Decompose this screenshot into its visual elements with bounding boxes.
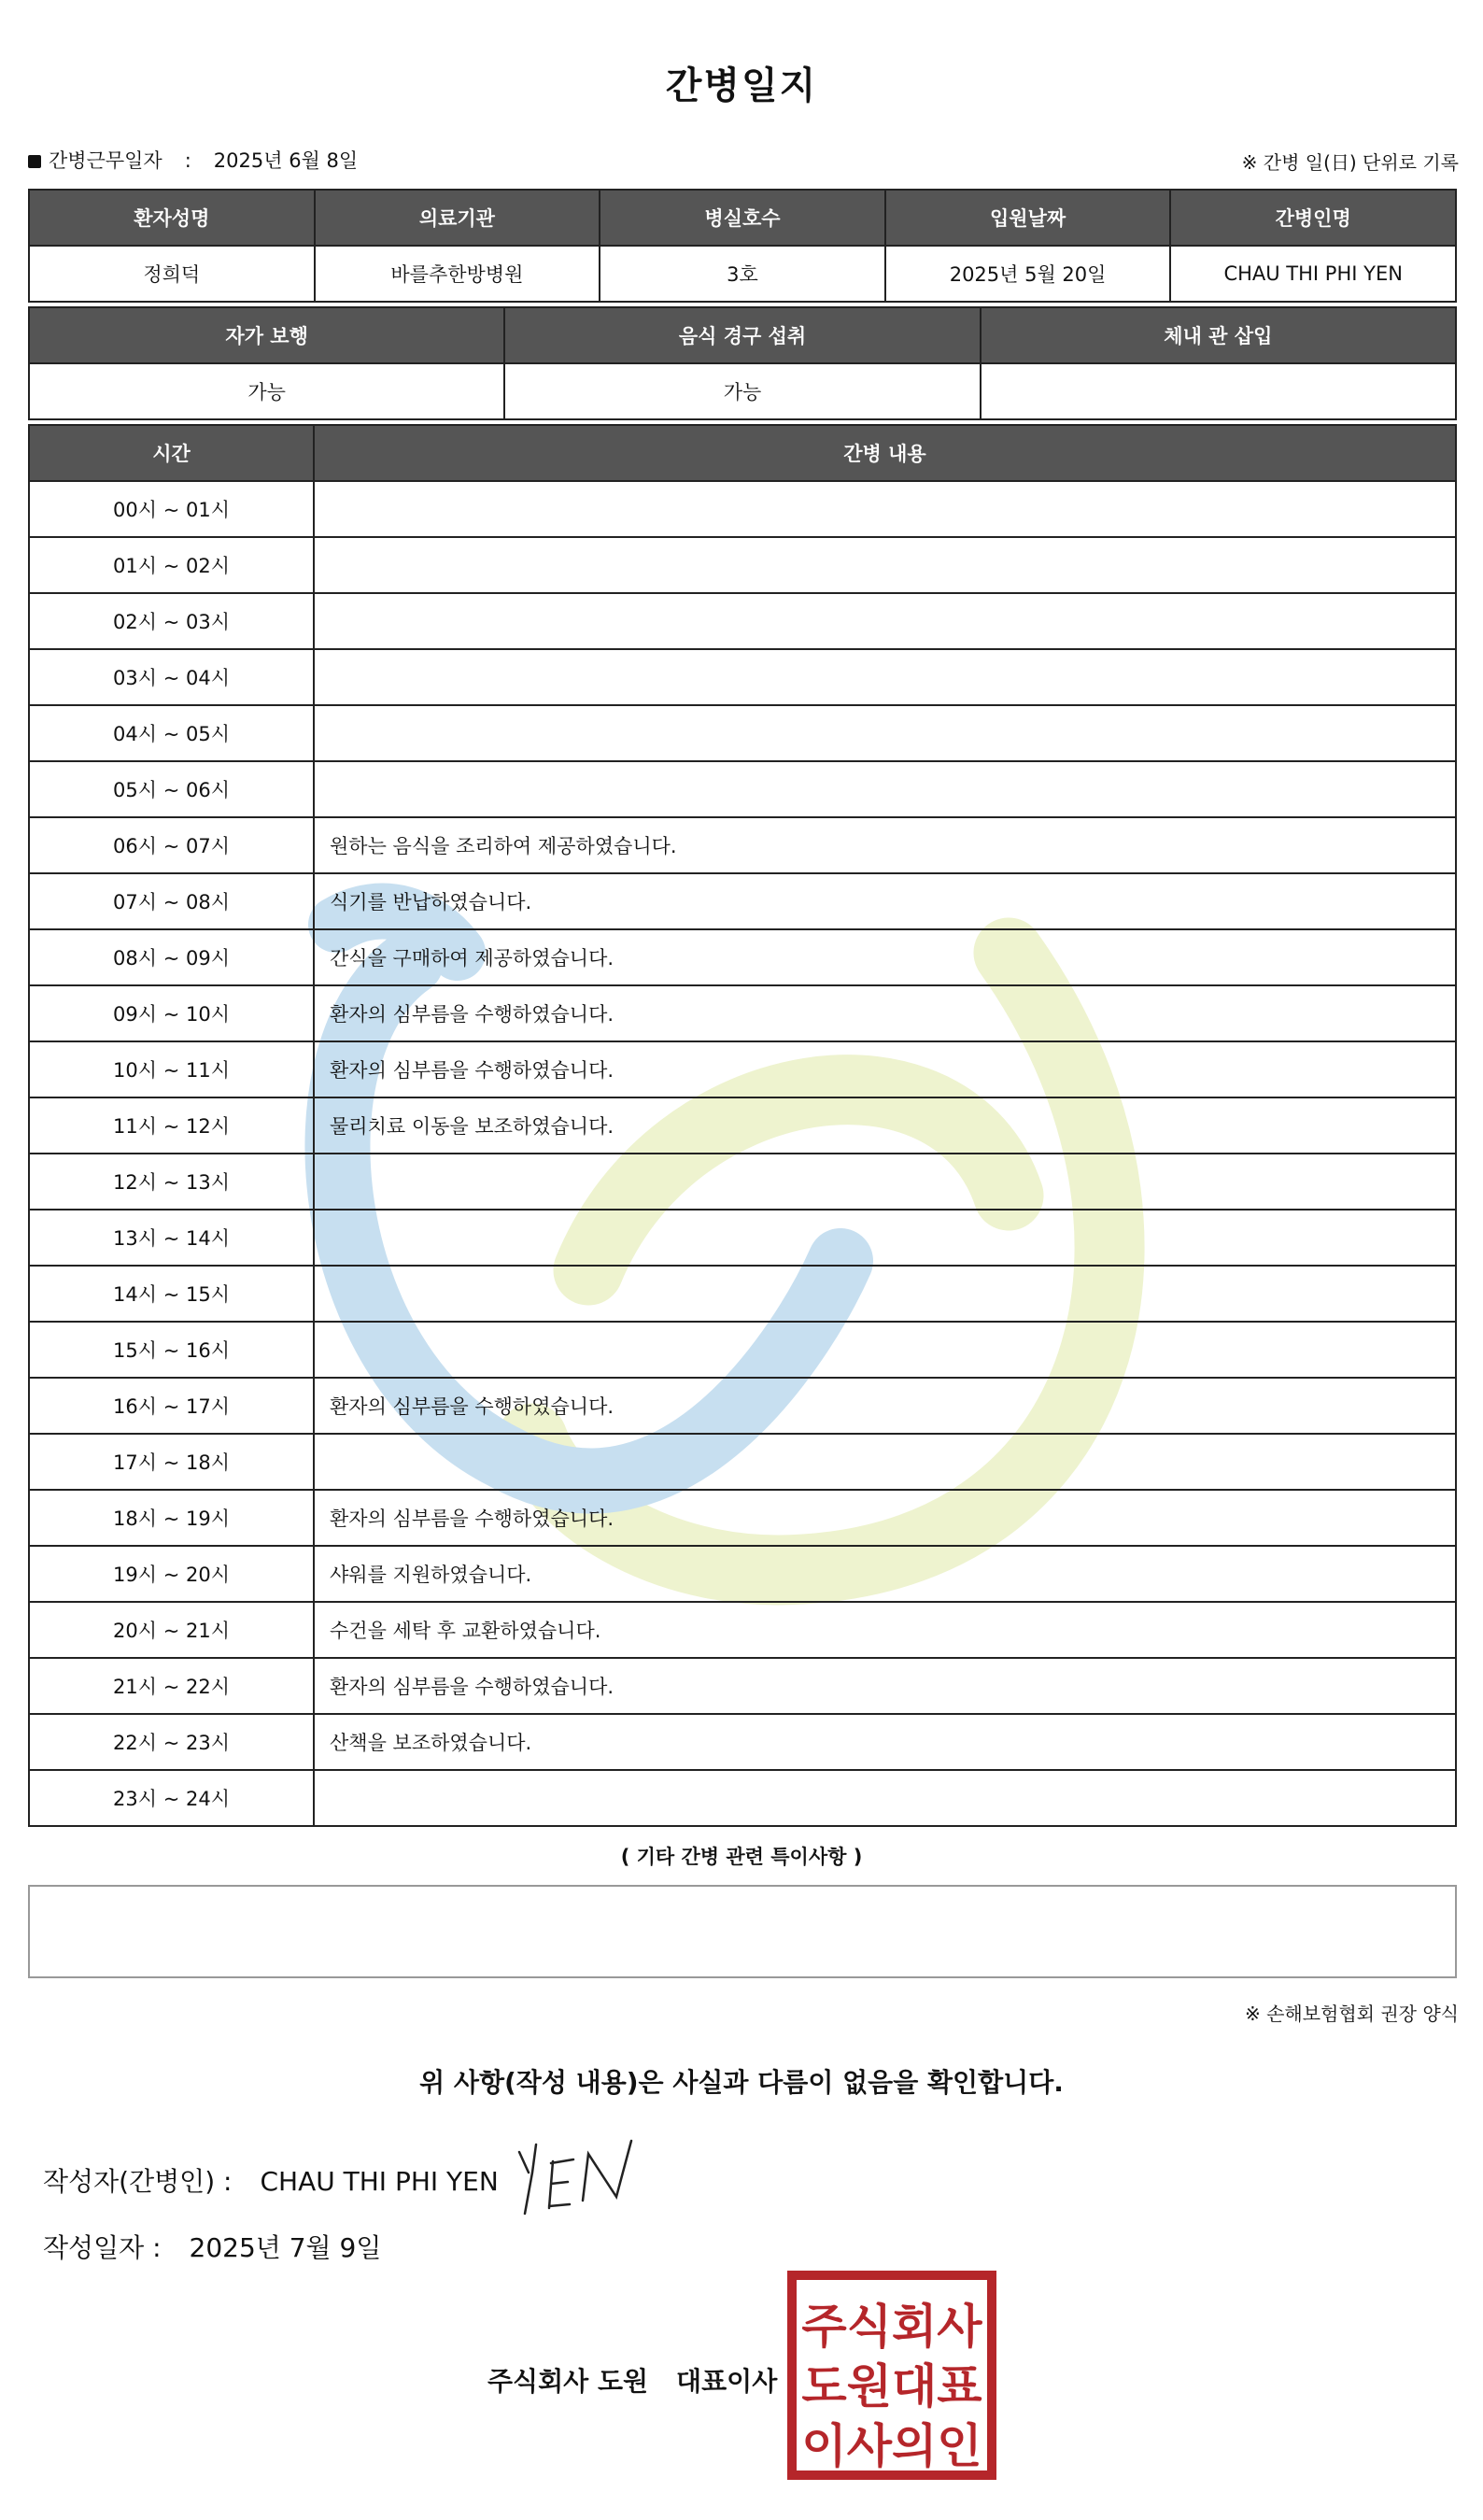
special-notes-box [28, 1885, 1457, 1978]
table-row [29, 1546, 1456, 1602]
self-walking-value: 가능 [29, 363, 504, 419]
time-slot: 22시 ~ 23시 [29, 1714, 314, 1770]
care-content: 환자의 심부름을 수행하였습니다. [314, 985, 1456, 1041]
work-date-value: 2025년 6월 8일 [213, 149, 359, 172]
time-slot: 17시 ~ 18시 [29, 1434, 314, 1490]
table-row [29, 873, 1456, 929]
caregiver-name: CHAU THI PHI YEN [1170, 246, 1456, 302]
header-patient-name: 환자성명 [29, 190, 315, 246]
company-line [487, 2361, 777, 2399]
time-slot: 12시 ~ 13시 [29, 1154, 314, 1210]
table-row [29, 1490, 1456, 1546]
header-room: 병실호수 [600, 190, 885, 246]
table-row [29, 593, 1456, 649]
care-content [314, 705, 1456, 761]
recommend-note: ※ 손해보험협회 권장 양식 [1244, 2003, 1459, 2025]
care-content: 원하는 음식을 조리하여 제공하였습니다. [314, 817, 1456, 873]
time-slot: 02시 ~ 03시 [29, 593, 314, 649]
table-row [29, 1041, 1456, 1097]
time-slot: 00시 ~ 01시 [29, 481, 314, 537]
care-content: 수건을 세탁 후 교환하였습니다. [314, 1602, 1456, 1658]
written-date-line [43, 2228, 381, 2265]
header-care-content: 간병 내용 [314, 425, 1456, 481]
confirmation-text: 위 사항(작성 내용)은 사실과 다름이 없음을 확인합니다. [419, 2067, 1064, 2098]
written-date-label: 작성일자 : [43, 2232, 162, 2263]
time-slot: 06시 ~ 07시 [29, 817, 314, 873]
header-tube-insertion: 체내 관 삽입 [981, 307, 1456, 363]
patient-info-table [28, 189, 1457, 303]
care-content: 물리치료 이동을 보조하였습니다. [314, 1097, 1456, 1154]
time-slot: 23시 ~ 24시 [29, 1770, 314, 1826]
time-slot: 14시 ~ 15시 [29, 1266, 314, 1322]
care-content [314, 1154, 1456, 1210]
care-content: 환자의 심부름을 수행하였습니다. [314, 1378, 1456, 1434]
care-content [314, 761, 1456, 817]
table-row [29, 1210, 1456, 1266]
care-content [314, 481, 1456, 537]
patient-status-table [28, 306, 1457, 420]
time-slot: 01시 ~ 02시 [29, 537, 314, 593]
time-slot: 07시 ~ 08시 [29, 873, 314, 929]
writer-name: CHAU THI PHI YEN [260, 2166, 499, 2197]
unit-note: ※ 간병 일(日) 단위로 기록 [1241, 151, 1459, 174]
care-content [314, 1210, 1456, 1266]
page-title: 간병일지 [665, 64, 818, 107]
care-content [314, 1434, 1456, 1490]
seal-line-3: 이사의인 [801, 2419, 982, 2473]
header-hospital: 의료기관 [315, 190, 600, 246]
care-log-table [28, 424, 1457, 1827]
time-slot: 15시 ~ 16시 [29, 1322, 314, 1378]
care-content [314, 1322, 1456, 1378]
seal-line-2: 도원대표 [801, 2359, 982, 2414]
table-row [29, 1097, 1456, 1154]
table-row [29, 1322, 1456, 1378]
work-date [28, 146, 358, 174]
seal-line-1: 주식회사 [801, 2300, 982, 2354]
header-caregiver-name: 간병인명 [1170, 190, 1456, 246]
care-log-body [29, 481, 1456, 1826]
table-row [29, 817, 1456, 873]
care-content: 환자의 심부름을 수행하였습니다. [314, 1658, 1456, 1714]
care-content [314, 537, 1456, 593]
care-content: 환자의 심부름을 수행하였습니다. [314, 1041, 1456, 1097]
table-row [29, 985, 1456, 1041]
header-oral-intake: 음식 경구 섭취 [504, 307, 980, 363]
table-row [29, 761, 1456, 817]
time-slot: 08시 ~ 09시 [29, 929, 314, 985]
time-slot: 04시 ~ 05시 [29, 705, 314, 761]
time-slot: 18시 ~ 19시 [29, 1490, 314, 1546]
table-row [29, 537, 1456, 593]
care-content: 산책을 보조하였습니다. [314, 1714, 1456, 1770]
care-content [314, 1770, 1456, 1826]
header-self-walking: 자가 보행 [29, 307, 504, 363]
company-ceo-title: 대표이사 [676, 2366, 778, 2397]
time-slot: 05시 ~ 06시 [29, 761, 314, 817]
table-row [29, 1378, 1456, 1434]
patient-name: 정희덕 [29, 246, 315, 302]
table-row [29, 1266, 1456, 1322]
tube-insertion-value [981, 363, 1456, 419]
table-row [29, 705, 1456, 761]
table-row [29, 1658, 1456, 1714]
bullet-square-icon [28, 155, 41, 168]
care-content: 식기를 반납하였습니다. [314, 873, 1456, 929]
table-row [29, 1770, 1456, 1826]
care-content: 환자의 심부름을 수행하였습니다. [314, 1490, 1456, 1546]
care-content [314, 593, 1456, 649]
header-time: 시간 [29, 425, 314, 481]
handwritten-signature [512, 2135, 643, 2221]
table-row [29, 1154, 1456, 1210]
table-row [29, 929, 1456, 985]
time-slot: 11시 ~ 12시 [29, 1097, 314, 1154]
oral-intake-value: 가능 [504, 363, 980, 419]
time-slot: 20시 ~ 21시 [29, 1602, 314, 1658]
special-notes-label: ( 기타 간병 관련 특이사항 ) [620, 1846, 863, 1868]
work-date-label: 간병근무일자 [49, 149, 162, 172]
time-slot: 16시 ~ 17시 [29, 1378, 314, 1434]
table-row [29, 1602, 1456, 1658]
hospital: 바를추한방병원 [315, 246, 600, 302]
table-row [29, 1434, 1456, 1490]
admission-date: 2025년 5월 20일 [885, 246, 1171, 302]
time-slot: 09시 ~ 10시 [29, 985, 314, 1041]
time-slot: 10시 ~ 11시 [29, 1041, 314, 1097]
company-seal [786, 2270, 997, 2481]
time-slot: 13시 ~ 14시 [29, 1210, 314, 1266]
care-content [314, 649, 1456, 705]
table-row [29, 481, 1456, 537]
time-slot: 19시 ~ 20시 [29, 1546, 314, 1602]
written-date-value: 2025년 7월 9일 [189, 2232, 382, 2263]
work-date-separator: : [184, 149, 191, 172]
time-slot: 21시 ~ 22시 [29, 1658, 314, 1714]
writer-label: 작성자(간병인) : [43, 2166, 233, 2197]
company-name: 주식회사 도원 [487, 2366, 649, 2397]
care-content [314, 1266, 1456, 1322]
table-row [29, 649, 1456, 705]
care-content: 샤워를 지원하였습니다. [314, 1546, 1456, 1602]
writer-line [43, 2161, 499, 2199]
room-number: 3호 [600, 246, 885, 302]
header-admission-date: 입원날짜 [885, 190, 1171, 246]
care-content: 간식을 구매하여 제공하였습니다. [314, 929, 1456, 985]
time-slot: 03시 ~ 04시 [29, 649, 314, 705]
table-row [29, 1714, 1456, 1770]
